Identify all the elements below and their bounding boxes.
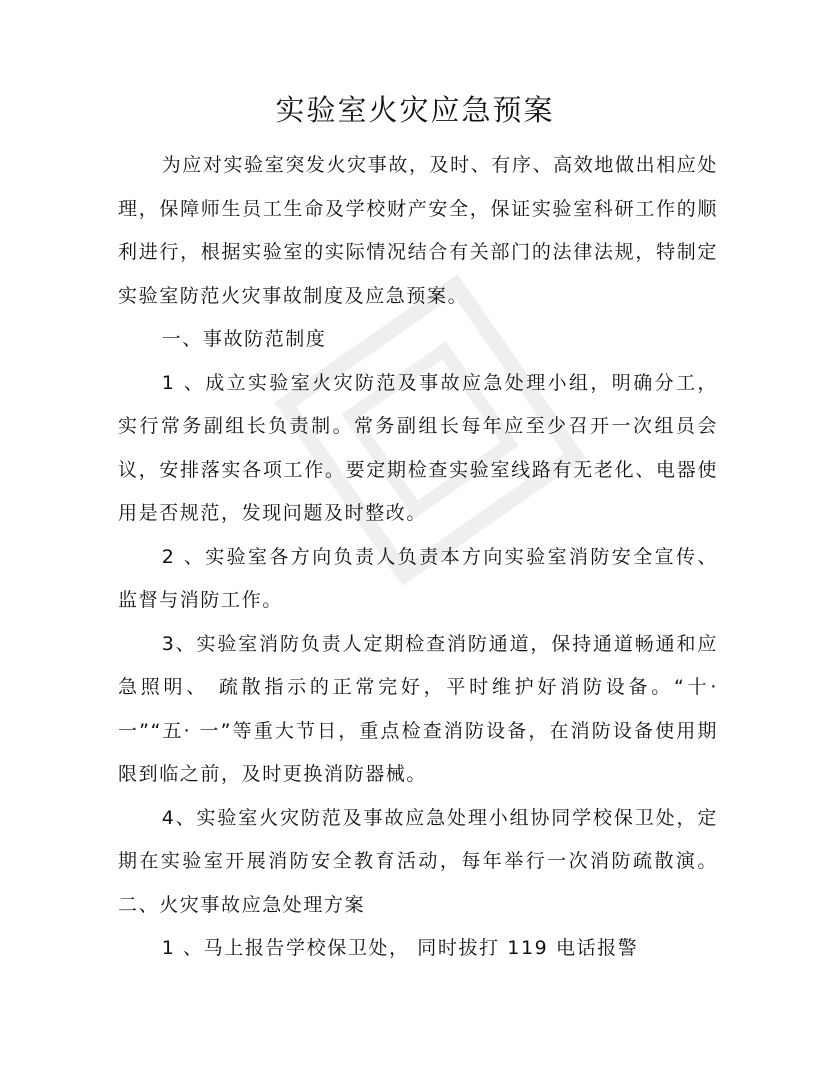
paragraph-response-1: 1 、马上报告学校保卫处， 同时拔打 119 电话报警 bbox=[161, 937, 639, 959]
paragraph-item-2: 2 、实验室各方向负责人负责本方向实验室消防安全宣传、监督与消防工作。 bbox=[118, 545, 718, 611]
paragraph-intro: 为应对实验室突发火灾事故，及时、有序、高效地做出相应处理，保障师生员工生命及学校财产安全，保证实验室科研工作的顺利进行，根据实验室的实际情况结合有关部门的法律法规，特制定实验室防范火灾事故制度及应急预案。 bbox=[118, 154, 718, 307]
section-heading-prevention: 一、事故防范制度 bbox=[161, 328, 327, 350]
paragraph-item-3: 3、实验室消防负责人定期检查消防通道，保持通道畅通和应急照明、 疏散指示的正常完好，平时维护好消防设备。“十· 一”“五· 一”等重大节日，重点检查消防设备，在消防设备使用期限到临之前，及时更换消防器械。 bbox=[118, 632, 718, 785]
page-title: 实验室火灾应急预案 bbox=[275, 93, 555, 127]
paragraph-item-4: 4、实验室火灾防范及事故应急处理小组协同学校保卫处，定期在实验室开展消防安全教育活动，每年举行一次消防疏散演。二、火灾事故应急处理方案 bbox=[118, 806, 718, 916]
paragraph-item-1: 1 、成立实验室火灾防范及事故应急处理小组，明确分工，实行常务副组长负责制。常务副组长每年应至少召开一次组员会议，安排落实各项工作。要定期检查实验室线路有无老化、电器使用是否规范，发现问题及时整改。 bbox=[118, 371, 718, 524]
document-body bbox=[118, 144, 718, 971]
